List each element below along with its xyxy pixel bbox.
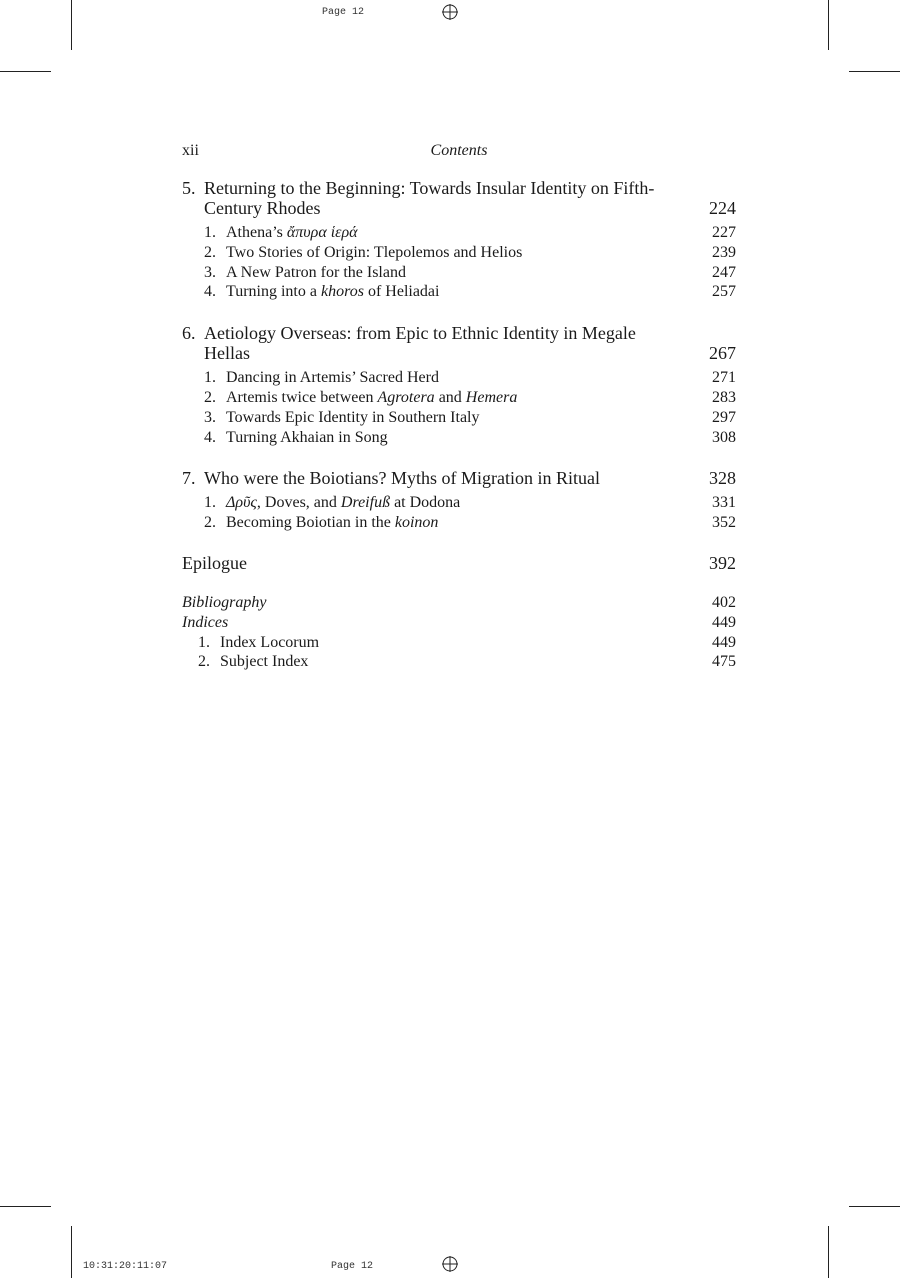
chapter-title: Who were the Boiotians? Myths of Migration in Ritual (204, 468, 600, 489)
slug-top-page: Page 12 (322, 7, 365, 18)
chapter-number: 6. (182, 323, 196, 344)
chapter-title-continued: Century Rhodes (204, 198, 321, 218)
chapter-page: 328 (709, 468, 736, 489)
crop-mark-top-right-vertical (828, 0, 829, 50)
epilogue-title: Epilogue (182, 552, 247, 573)
section-page: 257 (712, 283, 736, 301)
chapter-title: Returning to the Beginning: Towards Insular Identity on Fifth- (204, 178, 655, 198)
section-page: 247 (712, 263, 736, 281)
chapter-page: 267 (709, 343, 736, 364)
toc-section-row: 1. Dancing in Artemis’ Sacred Herd 271 (204, 369, 736, 387)
indices-row (182, 613, 736, 633)
back-matter-page: 475 (712, 653, 736, 671)
crop-mark-top-left-horizontal (0, 71, 51, 72)
chapter-number: 7. (182, 468, 196, 489)
subject-index-row: 2. Subject Index 475 (198, 653, 736, 671)
section-page: 283 (712, 388, 736, 406)
back-matter-title: Indices (182, 613, 229, 631)
crop-mark-top-right-horizontal (849, 71, 900, 72)
back-matter-page: 449 (712, 633, 736, 651)
folio: xii (182, 142, 199, 159)
toc-section-row: 4. Turning into a khoros of Heliadai 257 (204, 283, 736, 301)
crop-mark-top-left-vertical (71, 0, 72, 50)
back-matter-title: Index Locorum (220, 633, 320, 651)
section-page: 308 (712, 428, 736, 446)
back-matter-page: 449 (712, 613, 736, 631)
toc-section-row: 2. Artemis twice between Agrotera and Hemera 283 (204, 388, 736, 406)
section-page: 271 (712, 369, 736, 387)
crop-mark-bottom-left-horizontal (0, 1206, 51, 1207)
contents-page (182, 138, 736, 672)
back-matter (182, 593, 736, 672)
registration-mark-icon (442, 4, 458, 20)
toc-section-row: 2. Becoming Boiotian in the koinon 352 (204, 514, 736, 532)
chapter-title: Aetiology Overseas: from Epic to Ethnic Identity in Megale (204, 323, 636, 344)
running-head (182, 138, 736, 164)
section-page: 352 (712, 514, 736, 532)
section-page: 331 (712, 494, 736, 512)
chapter-title-continued: Hellas (204, 343, 250, 364)
registration-mark-icon (442, 1256, 458, 1272)
crop-mark-bottom-right-vertical (828, 1226, 829, 1278)
epilogue-page: 392 (709, 552, 736, 573)
section-page: 239 (712, 243, 736, 261)
bibliography-row (182, 593, 736, 613)
chapter-5 (182, 178, 736, 302)
running-head-title: Contents (430, 142, 488, 159)
epilogue-row (182, 553, 736, 573)
chapter-7 (182, 468, 736, 533)
crop-mark-bottom-left-vertical (71, 1226, 72, 1278)
toc-section-row: 2. Two Stories of Origin: Tlepolemos and Helios 239 (204, 243, 736, 261)
back-matter-title: Subject Index (220, 653, 309, 671)
chapter-page: 224 (709, 198, 736, 218)
back-matter-page: 402 (712, 593, 736, 611)
toc-section-row: 1. Athena’s ἄπυρα ἱερά 227 (204, 224, 736, 241)
section-page: 227 (712, 224, 736, 241)
slug-bottom-page: Page 12 (331, 1261, 374, 1272)
toc-section-row: 4. Turning Akhaian in Song 308 (204, 428, 736, 446)
toc-section-row: 1. Δρῦς, Doves, and Dreifuß at Dodona 331 (204, 494, 736, 512)
back-matter-title: Bibliography (182, 593, 267, 611)
chapter-6 (182, 323, 736, 447)
slug-bottom-time: 10:31:20:11:07 (83, 1261, 168, 1272)
toc-section-row: 3. A New Patron for the Island 247 (204, 263, 736, 281)
crop-mark-bottom-right-horizontal (849, 1206, 900, 1207)
index-locorum-row: 1. Index Locorum 449 (198, 633, 736, 651)
section-page: 297 (712, 408, 736, 426)
toc-section-row: 3. Towards Epic Identity in Southern Italy 297 (204, 408, 736, 426)
chapter-number: 5. (182, 178, 196, 198)
